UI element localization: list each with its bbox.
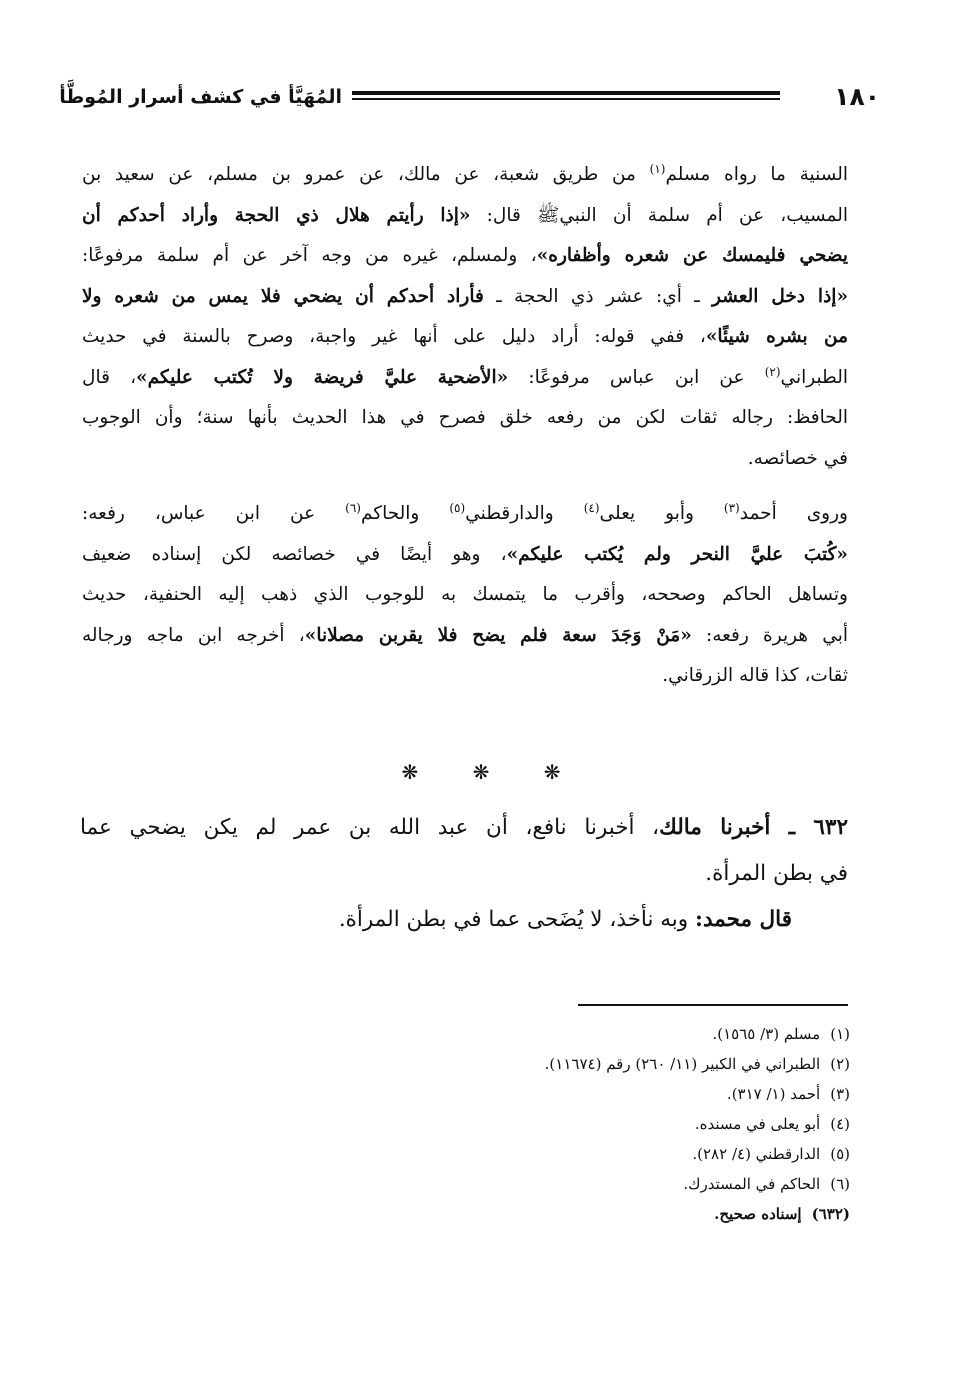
text-run: الطبراني [780, 366, 848, 388]
asterisk-ornament: ❋ [472, 760, 490, 784]
header-rule [352, 91, 780, 101]
commentary-line: وتساهل الحاكم وصححه، وأقرب ما يتمسك به للوجوب الذي ذهب إليه الحنفية، حديث [82, 584, 848, 605]
footnote-number: (٦) [830, 1175, 850, 1193]
footnote-number: (٦٣٢) [811, 1205, 850, 1223]
footnote-marker: (٤) [583, 500, 600, 515]
text-run: السنية ما رواه مسلم [665, 164, 848, 185]
footnote-text: مسلم (٣/ ١٥٦٥). [712, 1025, 821, 1043]
hadith-quote: فأراد أحدكم أن يضحي فلا يمس من شعره ولا [82, 285, 484, 307]
hadith-quote: «كُتبَ عليَّ النحر ولم يُكتب عليكم» [506, 543, 848, 565]
footnote-text: الطبراني في الكبير (١١/ ٢٦٠) رقم (١١٦٧٤). [544, 1055, 821, 1073]
running-title: المُهَيَّأ في كشف أسرار المُوطَّأ [59, 86, 342, 108]
footnote-item [82, 1169, 850, 1199]
commentary-line [82, 236, 848, 277]
commentary-line [82, 196, 848, 237]
text-run: ، أخبرنا نافع، أن عبد الله بن عمر لم يكن يضحي عما [80, 815, 660, 840]
text-run: والحاكم [360, 503, 450, 524]
header-rule-thick [352, 91, 780, 95]
footnote-text: الدارقطني (٤/ ٢٨٢). [692, 1145, 821, 1163]
text-run: والدارقطني [465, 503, 584, 524]
footnote-number: (٣) [830, 1085, 850, 1103]
commentary-line: الحافظ: رجاله ثقات لكن من رفعه خلق فصرح في هذا الحديث بأنها سنة؛ وأن الوجوب [82, 407, 848, 428]
commentary-line [82, 317, 848, 358]
text-run: ، ففي قوله: أراد دليل على أنها غير واجبة، وصرح بالسنة في حديث [82, 326, 706, 347]
text-run: وروى أحمد [739, 503, 848, 524]
hadith-number-and-narrator: ٦٣٢ ـ أخبرنا مالك [659, 815, 848, 840]
footnote-marker: (٥) [449, 500, 466, 515]
footnote-marker: (٦) [345, 500, 361, 515]
commentary-line [82, 535, 848, 576]
commentary-text [82, 155, 848, 697]
hadith-quote: من بشره شيئًا» [705, 326, 848, 347]
hadith-line [80, 897, 848, 943]
footnote-marker: (١) [649, 161, 666, 176]
text-run: أبي هريرة رفعه: [691, 624, 848, 646]
running-header [59, 82, 880, 116]
text-run: عن ابن عباس مرفوعًا: [508, 366, 765, 388]
hadith-quote: «إذا رأيتم هلال ذي الحجة وأراد أحدكم أن [82, 204, 471, 226]
page-number: ١٨٠ [834, 82, 880, 111]
text-run: ، أخرجه ابن ماجه ورجاله [82, 624, 305, 646]
commentary-line [82, 494, 848, 535]
commentary-line: في خصائصه. [747, 447, 848, 469]
commentary-line [82, 277, 848, 318]
commentary-line: ثقات، كذا قاله الزرقاني. [662, 665, 848, 686]
footnotes [82, 1019, 850, 1229]
text-run: ـ أي: عشر ذي الحجة ـ [483, 285, 713, 307]
hadith-line: في بطن المرأة. [705, 861, 848, 886]
hadith-quote: «مَنْ وَجَدَ سعة فلم يضح فلا يقربن مصلانا» [304, 624, 692, 646]
footnote-text: أحمد (١/ ٣١٧). [726, 1085, 821, 1103]
paragraph-gap [82, 479, 848, 494]
footnote-item [82, 1079, 850, 1109]
hadith-quote: «إذا دخل العشر [712, 285, 849, 307]
asterisk-ornament: ❋ [401, 760, 419, 784]
commentary-line [82, 358, 848, 399]
footnote-rule [578, 1004, 848, 1006]
footnote-item [82, 1109, 850, 1139]
text-run: من طريق شعبة، عن مالك، عن عمرو بن مسلم، عن سعيد بن [82, 164, 650, 185]
hadith-quote: يضحي فليمسك عن شعره وأظفاره» [536, 245, 848, 266]
hadith-block [80, 805, 848, 943]
footnote-text: إسناده صحيح. [714, 1205, 802, 1223]
text-run: ، قال [82, 366, 137, 388]
footnote-number: (٥) [830, 1145, 850, 1163]
text-run: وبه نأخذ، لا يُضَحى عما في بطن المرأة. [338, 907, 696, 932]
hadith-quote: «الأضحية عليَّ فريضة ولا تُكتب عليكم» [136, 366, 509, 388]
text-run: ، وهو أيضًا في خصائصه لكن إسناده ضعيف [82, 543, 507, 565]
hadith-line [80, 805, 848, 851]
asterisk-ornament: ❋ [543, 760, 561, 784]
footnote-item [82, 1049, 850, 1079]
commentary-line [82, 616, 848, 657]
text-run: المسيب، عن أم سلمة أن النبيﷺ قال: [470, 204, 848, 226]
footnote-item [82, 1139, 850, 1169]
text-run: وأبو يعلى [599, 503, 724, 524]
footnote-item [82, 1199, 850, 1229]
footnote-number: (١) [830, 1025, 850, 1043]
footnote-number: (٢) [830, 1055, 850, 1073]
section-divider [0, 760, 962, 784]
speaker-label: قال محمد: [695, 907, 792, 932]
commentary-line [82, 155, 848, 196]
text-run: عن ابن عباس، رفعه: [82, 503, 346, 524]
header-rule-thin [352, 98, 780, 100]
footnote-item [82, 1019, 850, 1049]
footnote-marker: (٢) [764, 364, 781, 379]
footnote-text: أبو يعلى في مسنده. [694, 1115, 821, 1133]
footnote-number: (٤) [830, 1115, 850, 1133]
footnote-marker: (٣) [723, 500, 740, 515]
footnote-text: الحاكم في المستدرك. [683, 1175, 821, 1193]
text-run: ، ولمسلم، غيره من وجه آخر عن أم سلمة مرفوعًا: [82, 245, 537, 266]
